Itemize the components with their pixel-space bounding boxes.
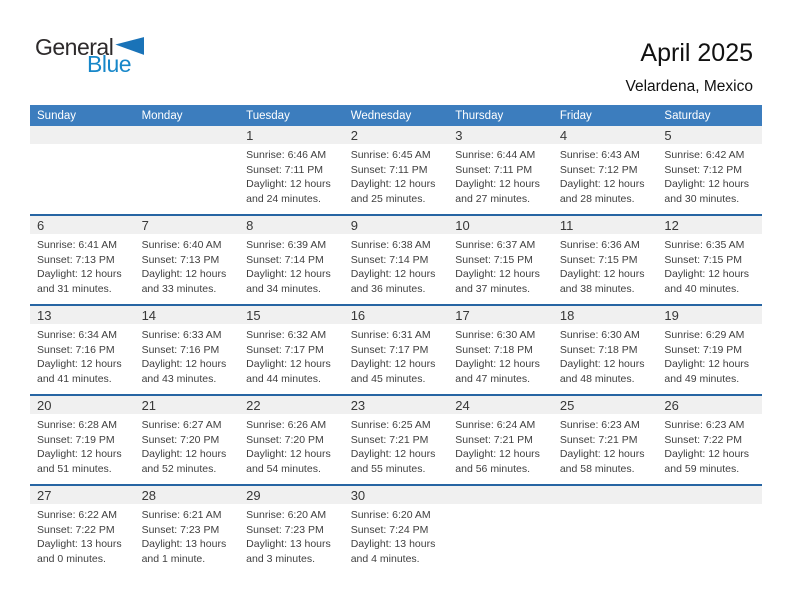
day-cell-line: Sunrise: 6:30 AM [559, 329, 640, 341]
day-cell-line: and 28 minutes. [559, 192, 635, 205]
week-content [30, 504, 762, 574]
date-number: 20 [37, 397, 52, 413]
day-cell-line: Daylight: 12 hours [37, 268, 122, 281]
date-number: 5 [664, 127, 672, 143]
day-cell [448, 324, 553, 394]
day-cell-line: and 38 minutes. [559, 282, 635, 295]
date-number: 29 [246, 487, 261, 503]
date-number: 27 [37, 487, 52, 503]
date-band [30, 126, 762, 144]
day-cell-line: Daylight: 13 hours [141, 538, 227, 551]
day-cell-line: Sunset: 7:19 PM [664, 343, 743, 356]
day-cell-line: Sunset: 7:12 PM [559, 163, 638, 176]
day-cell-line: Sunset: 7:11 PM [455, 163, 533, 176]
day-cell-line: and 4 minutes. [350, 552, 420, 565]
day-cell-line: Sunrise: 6:46 AM [246, 149, 327, 161]
day-cell [657, 414, 762, 484]
day-cell-line: and 25 minutes. [350, 192, 426, 205]
day-cell-line: Daylight: 12 hours [350, 178, 436, 191]
generalblue-logo [35, 36, 144, 76]
day-cell-line: and 27 minutes. [455, 192, 530, 205]
calendar-week-row [30, 484, 762, 574]
day-cell [657, 504, 762, 574]
day-cell-line: Sunrise: 6:23 AM [559, 419, 640, 431]
day-cell-line: and 43 minutes. [141, 372, 217, 385]
day-cell-line: Daylight: 12 hours [37, 358, 122, 371]
day-cell-line: Sunset: 7:24 PM [350, 523, 429, 536]
date-number: 3 [455, 127, 463, 143]
page-subtitle: Velardena, Mexico [625, 77, 753, 95]
date-number: 16 [350, 307, 366, 323]
date-number: 2 [350, 127, 358, 143]
date-number: 8 [246, 217, 254, 233]
day-cell-line: Daylight: 12 hours [350, 358, 436, 371]
day-cell [657, 324, 762, 394]
day-cell-line: Daylight: 12 hours [141, 448, 227, 461]
date-number: 18 [559, 307, 575, 323]
day-cell-line: Sunrise: 6:33 AM [141, 329, 222, 341]
day-cell-line: and 40 minutes. [664, 282, 740, 295]
day-cell-line: Sunrise: 6:31 AM [350, 329, 431, 341]
day-cell [553, 414, 658, 484]
day-cell [553, 324, 658, 394]
day-cell-line: Sunset: 7:15 PM [455, 253, 533, 266]
day-cell-line: Daylight: 12 hours [246, 268, 331, 281]
day-cell-line: and 36 minutes. [350, 282, 426, 295]
day-cell-line: Sunrise: 6:20 AM [246, 509, 327, 521]
day-cell-line: Daylight: 12 hours [246, 448, 331, 461]
day-cell-line: Sunrise: 6:23 AM [664, 419, 745, 431]
day-cell-line: Sunrise: 6:21 AM [141, 509, 222, 521]
day-cell-line: Sunrise: 6:28 AM [37, 419, 117, 431]
date-number: 14 [141, 307, 157, 323]
day-cell-line: Sunset: 7:17 PM [246, 343, 324, 356]
day-cell [30, 144, 135, 214]
date-number: 24 [455, 397, 470, 413]
day-cell-line: Sunrise: 6:36 AM [559, 239, 640, 251]
day-cell-line: Daylight: 12 hours [246, 358, 331, 371]
day-cell-line: Daylight: 12 hours [246, 178, 331, 191]
day-cell-line: Sunset: 7:12 PM [664, 163, 743, 176]
day-cell-line: Daylight: 12 hours [559, 448, 645, 461]
day-cell-line: and 47 minutes. [455, 372, 530, 385]
day-cell-line: Sunset: 7:15 PM [559, 253, 638, 266]
day-cell [448, 414, 553, 484]
day-cell-line: and 45 minutes. [350, 372, 426, 385]
day-cell-line: Daylight: 12 hours [664, 358, 750, 371]
day-cell-line: Daylight: 12 hours [664, 448, 750, 461]
day-cell-line: Sunrise: 6:38 AM [350, 239, 431, 251]
day-cell [344, 234, 449, 304]
day-cell-line: Daylight: 13 hours [246, 538, 331, 551]
day-cell-line: and 56 minutes. [455, 462, 530, 475]
day-header-friday: Friday [559, 109, 592, 122]
day-cell-line: Sunset: 7:18 PM [455, 343, 533, 356]
page-title: April 2025 [640, 39, 753, 67]
day-cell [135, 144, 240, 214]
day-cell-line: and 52 minutes. [141, 462, 217, 475]
day-cell-line: Sunset: 7:20 PM [246, 433, 324, 446]
date-number: 17 [455, 307, 470, 323]
day-cell-line: and 55 minutes. [350, 462, 426, 475]
day-cell-line: Daylight: 12 hours [141, 268, 227, 281]
day-cell-line: Daylight: 12 hours [141, 358, 227, 371]
calendar-week-row [30, 126, 762, 214]
date-band [30, 486, 762, 504]
logo-text-blue: Blue [87, 51, 132, 77]
day-cell-line: Sunrise: 6:37 AM [455, 239, 536, 251]
day-cell-line: and 51 minutes. [37, 462, 112, 475]
day-cell-line: Daylight: 12 hours [664, 178, 750, 191]
day-cell-line: Sunrise: 6:41 AM [37, 239, 117, 251]
day-cell [239, 414, 344, 484]
calendar-week-row [30, 304, 762, 394]
day-cell [135, 234, 240, 304]
date-number: 6 [37, 217, 45, 233]
day-cell-line: Sunrise: 6:27 AM [141, 419, 222, 431]
date-number: 7 [141, 217, 149, 233]
date-number: 19 [664, 307, 679, 323]
day-cell-line: Daylight: 13 hours [350, 538, 436, 551]
date-number: 21 [141, 397, 157, 413]
week-content [30, 324, 762, 394]
date-number: 26 [664, 397, 679, 413]
day-cell [30, 234, 135, 304]
day-header-sunday: Sunday [37, 109, 77, 122]
day-cell [30, 324, 135, 394]
day-cell-line: and 41 minutes. [37, 372, 112, 385]
day-cell-line: Daylight: 12 hours [559, 268, 645, 281]
day-cell-line: and 33 minutes. [141, 282, 217, 295]
day-cell-line: Sunrise: 6:22 AM [37, 509, 117, 521]
date-number: 22 [246, 397, 261, 413]
day-cell-line: Daylight: 12 hours [559, 358, 645, 371]
day-cell-line: Daylight: 13 hours [37, 538, 122, 551]
day-cell-line: Sunrise: 6:43 AM [559, 149, 640, 161]
day-cell [448, 234, 553, 304]
week-content [30, 414, 762, 484]
day-cell-line: and 54 minutes. [246, 462, 321, 475]
day-cell [344, 504, 449, 574]
day-cell-line: Sunrise: 6:20 AM [350, 509, 431, 521]
day-cell-line: and 3 minutes. [246, 552, 316, 565]
day-cell-line: and 49 minutes. [664, 372, 740, 385]
day-cell-line: Daylight: 12 hours [455, 358, 540, 371]
day-cell-line: Sunrise: 6:44 AM [455, 149, 536, 161]
day-cell-line: Sunset: 7:20 PM [141, 433, 220, 446]
day-cell-line: Sunrise: 6:42 AM [664, 149, 745, 161]
day-cell [657, 234, 762, 304]
day-cell [553, 144, 658, 214]
day-cell-line: Sunset: 7:21 PM [350, 433, 429, 446]
day-cell [135, 504, 240, 574]
date-number: 1 [246, 127, 254, 143]
day-cell [239, 144, 344, 214]
day-cell-line: Daylight: 12 hours [350, 268, 436, 281]
day-header-wednesday: Wednesday [350, 109, 412, 122]
day-header-thursday: Thursday [455, 109, 504, 122]
day-header-monday: Monday [141, 109, 183, 122]
day-cell [344, 414, 449, 484]
date-number: 4 [559, 127, 568, 143]
day-cell-line: Sunset: 7:16 PM [37, 343, 115, 356]
day-cell-line: Sunset: 7:13 PM [141, 253, 220, 266]
day-cell-line: Sunset: 7:21 PM [455, 433, 533, 446]
day-cell-line: and 0 minutes. [37, 552, 106, 565]
day-cell-line: and 30 minutes. [664, 192, 740, 205]
day-cell-line: Daylight: 12 hours [455, 268, 540, 281]
week-content [30, 234, 762, 304]
day-cell-line: Sunset: 7:22 PM [664, 433, 743, 446]
day-cell-line: Sunset: 7:21 PM [559, 433, 638, 446]
day-cell-line: and 44 minutes. [246, 372, 321, 385]
week-content [30, 144, 762, 214]
calendar-week-row [30, 214, 762, 304]
day-cell-line: Sunrise: 6:35 AM [664, 239, 745, 251]
day-cell-line: Sunset: 7:16 PM [141, 343, 220, 356]
date-number: 11 [559, 217, 574, 233]
day-cell [553, 234, 658, 304]
day-cell-line: Daylight: 12 hours [455, 448, 540, 461]
calendar-grid [30, 105, 762, 574]
day-cell [30, 504, 135, 574]
day-cell-line: Sunset: 7:22 PM [37, 523, 115, 536]
date-number: 30 [350, 487, 366, 503]
day-cell-line: and 59 minutes. [664, 462, 740, 475]
day-cell [344, 324, 449, 394]
date-band [30, 306, 762, 324]
day-header-saturday: Saturday [664, 109, 711, 122]
day-cell [448, 504, 553, 574]
calendar-week-row [30, 394, 762, 484]
day-cell [239, 234, 344, 304]
date-band [30, 216, 762, 234]
day-cell-line: Sunset: 7:14 PM [246, 253, 324, 266]
date-number: 12 [664, 217, 679, 233]
day-cell-line: Sunrise: 6:26 AM [246, 419, 327, 431]
date-number: 13 [37, 307, 52, 323]
day-cell [30, 414, 135, 484]
day-cell [553, 504, 658, 574]
day-cell [239, 324, 344, 394]
date-number: 9 [350, 217, 358, 233]
day-cell-line: Sunset: 7:13 PM [37, 253, 115, 266]
day-cell-line: Sunset: 7:23 PM [246, 523, 324, 536]
day-cell-line: Sunrise: 6:25 AM [350, 419, 431, 431]
date-number: 25 [559, 397, 575, 413]
day-cell [448, 144, 553, 214]
day-cell [239, 504, 344, 574]
day-cell-line: Sunset: 7:11 PM [246, 163, 323, 176]
day-header-tuesday: Tuesday [246, 109, 290, 122]
day-cell-line: and 37 minutes. [455, 282, 530, 295]
calendar-weeks [30, 126, 762, 574]
day-cell-line: Sunset: 7:14 PM [350, 253, 429, 266]
day-cell-line: Sunrise: 6:24 AM [455, 419, 536, 431]
day-cell-line: Sunrise: 6:39 AM [246, 239, 327, 251]
day-cell-line: Sunrise: 6:30 AM [455, 329, 536, 341]
day-cell-line: Sunset: 7:18 PM [559, 343, 638, 356]
day-cell-line: and 58 minutes. [559, 462, 635, 475]
day-cell-line: Sunrise: 6:45 AM [350, 149, 431, 161]
day-cell [135, 414, 240, 484]
day-cell-line: Sunset: 7:19 PM [37, 433, 115, 446]
day-cell-line: Sunset: 7:11 PM [350, 163, 428, 176]
day-cell-line: Daylight: 12 hours [664, 268, 750, 281]
title-block [625, 40, 753, 96]
day-cell [657, 144, 762, 214]
day-cell-line: Sunrise: 6:34 AM [37, 329, 117, 341]
day-cell-line: Sunset: 7:23 PM [141, 523, 220, 536]
day-cell-line: Daylight: 12 hours [559, 178, 645, 191]
day-cell-line: Sunrise: 6:32 AM [246, 329, 327, 341]
day-cell-line: and 34 minutes. [246, 282, 321, 295]
date-band [30, 396, 762, 414]
day-cell-line: Sunset: 7:15 PM [664, 253, 743, 266]
day-cell-line: Daylight: 12 hours [350, 448, 436, 461]
day-cell-line: Daylight: 12 hours [455, 178, 540, 191]
day-cell-line: Daylight: 12 hours [37, 448, 122, 461]
day-cell [344, 144, 449, 214]
logo-text-general: General [35, 34, 114, 60]
day-cell-line: and 1 minute. [141, 552, 206, 565]
date-number: 23 [350, 397, 366, 413]
day-cell-line: and 31 minutes. [37, 282, 112, 295]
date-number: 10 [455, 217, 470, 233]
day-cell-line: Sunrise: 6:29 AM [664, 329, 745, 341]
date-number: 28 [141, 487, 157, 503]
day-cell-line: Sunrise: 6:40 AM [141, 239, 222, 251]
day-cell-line: and 24 minutes. [246, 192, 321, 205]
day-cell [135, 324, 240, 394]
date-number: 15 [246, 307, 261, 323]
day-header-row [30, 105, 762, 126]
day-cell-line: Sunset: 7:17 PM [350, 343, 429, 356]
day-cell-line: and 48 minutes. [559, 372, 635, 385]
